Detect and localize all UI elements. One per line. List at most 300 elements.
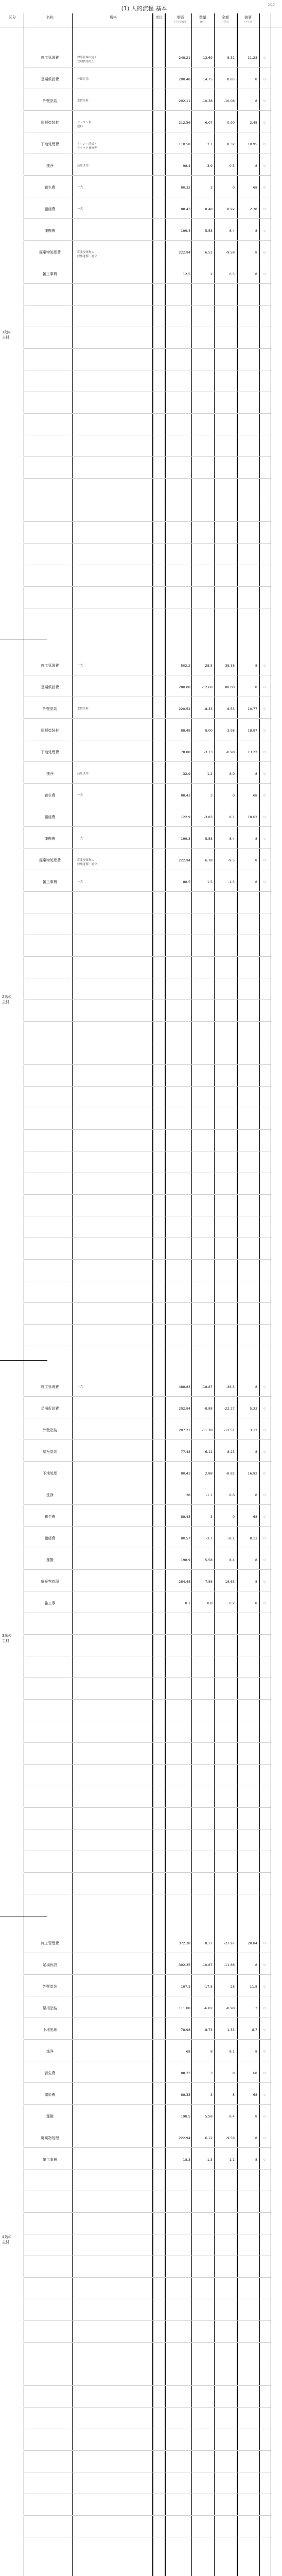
item-name: 外壁塗装 bbox=[43, 99, 57, 103]
flag: ○ bbox=[263, 2093, 266, 2096]
amount: -27.97 bbox=[224, 1941, 235, 1945]
remarks: 8 bbox=[255, 1450, 257, 1454]
flag: ○ bbox=[263, 208, 266, 211]
unit-price: 78.98 bbox=[181, 2028, 190, 2032]
row-rule bbox=[24, 110, 271, 111]
amount: -9.58 bbox=[226, 2136, 235, 2140]
row-rule bbox=[24, 1259, 271, 1260]
amount: 3.98 bbox=[227, 728, 235, 733]
flag: ○ bbox=[263, 664, 266, 667]
quantity: -13.69 bbox=[202, 56, 213, 60]
quantity: -10.87 bbox=[202, 1963, 213, 1967]
table-row bbox=[0, 1985, 282, 1992]
table-row bbox=[0, 793, 282, 801]
item-name: 施工管理費 bbox=[41, 1941, 59, 1945]
remarks: 3 bbox=[255, 2006, 257, 2010]
unit-price: 202.94 bbox=[179, 1406, 190, 1411]
flag: ○ bbox=[263, 251, 266, 254]
unit-price: 222.94 bbox=[179, 250, 190, 255]
unit-price: 110.58 bbox=[179, 142, 190, 146]
flag: ○ bbox=[263, 1494, 266, 1497]
unit-price: 212.56 bbox=[179, 121, 190, 125]
row-rule bbox=[24, 1064, 271, 1065]
row-rule bbox=[24, 1872, 271, 1873]
item-name: 運搬費 bbox=[44, 229, 56, 233]
quantity: -1.1 bbox=[206, 1493, 213, 1497]
remarks: 13.22 bbox=[248, 750, 257, 754]
section-label: 2階の 主材 bbox=[2, 995, 12, 1004]
item-spec: 一式 bbox=[77, 186, 83, 189]
item-name: 養生費 bbox=[44, 185, 56, 190]
remarks: 8 bbox=[255, 685, 257, 689]
flag: ○ bbox=[263, 686, 266, 689]
unit-price: 38 bbox=[186, 1493, 190, 1497]
row-rule bbox=[24, 999, 271, 1000]
unit-price: 372.38 bbox=[179, 1941, 190, 1945]
flag: ○ bbox=[263, 751, 266, 754]
table-row bbox=[0, 1406, 282, 1414]
row-rule bbox=[24, 2082, 271, 2083]
amount: 8.4 bbox=[229, 837, 235, 841]
item-name: 施工管理費 bbox=[41, 1385, 59, 1389]
table-row bbox=[0, 99, 282, 106]
item-name: 廃棄物処理費 bbox=[39, 250, 61, 255]
quantity: 8.00 bbox=[205, 728, 213, 733]
unit-price: -302.35 bbox=[177, 1963, 190, 1967]
amount: -8.98 bbox=[226, 2006, 235, 2010]
item-spec: シリコン系 塗料 bbox=[77, 121, 92, 128]
item-name: 運搬費 bbox=[44, 837, 56, 841]
row-rule bbox=[24, 2515, 271, 2516]
quantity: 0.8 bbox=[207, 1601, 213, 1605]
remarks: 16.92 bbox=[248, 1471, 257, 1476]
unit-price: 80.32 bbox=[181, 185, 190, 190]
quantity: 3.9 bbox=[207, 164, 213, 168]
item-name: 洗浄 bbox=[46, 2049, 54, 2054]
unit-price: 8.1 bbox=[185, 1601, 190, 1605]
column-divider bbox=[237, 13, 238, 2576]
header-name: 名称 bbox=[46, 15, 54, 20]
amount: 8.32 bbox=[227, 142, 235, 146]
column-divider bbox=[152, 13, 153, 2576]
amount: 8 bbox=[232, 2071, 235, 2075]
remarks: 8 bbox=[255, 2136, 257, 2140]
column-divider bbox=[165, 13, 166, 2576]
remarks: 8 bbox=[255, 664, 257, 668]
amount: 18.63 bbox=[225, 1580, 235, 1584]
flag: ○ bbox=[263, 1580, 266, 1583]
unit-price: 12.5 bbox=[183, 272, 190, 276]
unit-price: 98.4 bbox=[183, 164, 190, 168]
flag: ○ bbox=[263, 1515, 266, 1518]
row-rule bbox=[24, 543, 271, 544]
unit-price: 198.9 bbox=[181, 1558, 190, 1562]
quantity: 2.88 bbox=[205, 1471, 213, 1476]
unit-price: 122.9 bbox=[181, 815, 190, 819]
table-row bbox=[0, 1963, 282, 1970]
header-spec: 規格 bbox=[110, 15, 117, 20]
quantity: 5.58 bbox=[205, 2114, 213, 2119]
item-name: 外壁塗装 bbox=[43, 1428, 57, 1432]
unit-price: 32.9 bbox=[183, 772, 190, 776]
table-row bbox=[0, 2028, 282, 2035]
amount: -38.5 bbox=[226, 1385, 235, 1389]
row-rule bbox=[24, 283, 271, 284]
item-name: 養生費 bbox=[44, 2071, 56, 2075]
remarks: 18.62 bbox=[248, 815, 257, 819]
quantity: 8.48 bbox=[205, 207, 213, 211]
row-rule bbox=[24, 1021, 271, 1022]
item-name: 施工管理費 bbox=[41, 56, 59, 60]
amount: -11.88 bbox=[224, 1963, 235, 1967]
quantity: 1.5 bbox=[207, 880, 213, 884]
quantity: 1.3 bbox=[207, 2158, 213, 2162]
column-divider bbox=[191, 13, 192, 2576]
unit-price: 207.27 bbox=[179, 1428, 190, 1432]
remarks: 2.48 bbox=[250, 121, 257, 125]
row-rule bbox=[24, 783, 271, 784]
item-spec: 一式 bbox=[77, 794, 83, 797]
flag: ○ bbox=[263, 143, 266, 146]
amount: 0.2 bbox=[229, 1601, 235, 1605]
unit-price: 222.94 bbox=[179, 2136, 190, 2140]
flag: ○ bbox=[263, 1429, 266, 1432]
section-label: 3階の 主材 bbox=[2, 1634, 12, 1643]
item-name: 養生費 bbox=[44, 793, 56, 798]
quantity: -8.73 bbox=[204, 2028, 213, 2032]
table-row bbox=[0, 1385, 282, 1392]
quantity: -8.33 bbox=[204, 707, 213, 711]
item-spec: 産業廃棄物の 収集運搬・処分 bbox=[77, 251, 97, 258]
quantity: 5.58 bbox=[205, 229, 213, 233]
item-spec: 一式 bbox=[77, 1385, 83, 1388]
flag: ○ bbox=[263, 1963, 266, 1967]
unit-price: 198.5 bbox=[181, 2114, 190, 2119]
row-rule bbox=[24, 2039, 271, 2040]
row-rule bbox=[24, 1439, 271, 1440]
table-row bbox=[0, 1493, 282, 1500]
table-row bbox=[0, 1428, 282, 1435]
row-rule bbox=[24, 1194, 271, 1195]
flag: ○ bbox=[263, 794, 266, 797]
section-label: 4階の 主材 bbox=[2, 2235, 12, 2244]
item-name: 諸経費 bbox=[44, 2093, 56, 2097]
table-row bbox=[0, 685, 282, 692]
table-row bbox=[0, 664, 282, 671]
remarks: 8 bbox=[255, 99, 257, 103]
item-name: 屋根塗装 bbox=[43, 2006, 57, 2010]
quantity: -6.11 bbox=[204, 1450, 213, 1454]
unit-price: 488.83 bbox=[179, 1385, 190, 1389]
row-rule bbox=[24, 456, 271, 457]
table-row bbox=[0, 1450, 282, 1457]
amount: 8.0 bbox=[229, 772, 235, 776]
flag: ○ bbox=[263, 837, 266, 840]
remarks: 5.33 bbox=[250, 1406, 257, 1411]
quantity: -6.82 bbox=[204, 2006, 213, 2010]
flag: ○ bbox=[263, 229, 266, 232]
section-rule bbox=[0, 1360, 47, 1361]
unit-price: 200.48 bbox=[179, 77, 190, 81]
unit-price: 88.5 bbox=[183, 880, 190, 884]
unit-price: 18.3 bbox=[183, 2158, 190, 2162]
unit-price: 80.43 bbox=[181, 1471, 190, 1476]
remarks: 8 bbox=[255, 772, 257, 776]
table-row bbox=[0, 2006, 282, 2013]
unit-price: 88.33 bbox=[181, 2093, 190, 2097]
quantity: -11.28 bbox=[202, 1428, 213, 1432]
table-row bbox=[0, 1471, 282, 1479]
item-name: 屋根塗装材 bbox=[41, 121, 59, 125]
amount: 38.38 bbox=[225, 664, 235, 668]
item-spec: 一式 bbox=[77, 208, 83, 211]
quantity: 6.12 bbox=[205, 2136, 213, 2140]
remarks: 8 bbox=[255, 837, 257, 841]
amount: -28 bbox=[229, 1985, 235, 1989]
section-label: 1階の 主材 bbox=[2, 330, 12, 340]
page-number: 2/10 bbox=[268, 3, 275, 7]
flag: ○ bbox=[263, 2115, 266, 2118]
unit-price: 88.43 bbox=[181, 1515, 190, 1519]
row-rule bbox=[24, 348, 271, 349]
row-rule bbox=[24, 2320, 271, 2321]
table-row bbox=[0, 707, 282, 714]
row-rule bbox=[24, 2342, 271, 2343]
flag: ○ bbox=[263, 99, 266, 103]
row-rule bbox=[24, 1461, 271, 1462]
table-row bbox=[0, 772, 282, 779]
flag: ○ bbox=[263, 1602, 266, 1605]
item-name: 運搬 bbox=[46, 2114, 54, 2119]
amount: 8.4 bbox=[229, 229, 235, 233]
item-name: 廃棄物処理 bbox=[41, 1580, 59, 1584]
item-name: 洗浄 bbox=[46, 164, 54, 168]
unit-price: 284.48 bbox=[179, 1580, 190, 1584]
row-rule bbox=[24, 718, 271, 719]
item-name: 足場仮設費 bbox=[41, 1406, 59, 1411]
amount: -12.51 bbox=[224, 1428, 235, 1432]
remarks: 68 bbox=[253, 2093, 257, 2097]
quantity: 5.58 bbox=[205, 1558, 213, 1562]
quantity: 6.52 bbox=[205, 250, 213, 255]
remarks: 8 bbox=[255, 1385, 257, 1389]
table-row bbox=[0, 1601, 282, 1608]
table-row bbox=[0, 2158, 282, 2165]
item-spec: 枠組足場 bbox=[77, 78, 89, 81]
unit-price: 88.43 bbox=[181, 793, 190, 798]
row-rule bbox=[24, 1302, 271, 1303]
item-name: 雑工事費 bbox=[43, 880, 57, 884]
item-name: 洗浄 bbox=[46, 772, 54, 776]
table-row bbox=[0, 1558, 282, 1565]
table-row bbox=[0, 1515, 282, 1522]
remarks: 11.23 bbox=[248, 56, 257, 60]
remarks: 8 bbox=[255, 229, 257, 233]
item-spec: 標準仕様の施工 管理費用計上 bbox=[77, 56, 97, 63]
flag: ○ bbox=[263, 2072, 266, 2075]
item-name: 運搬 bbox=[46, 1558, 54, 1562]
item-name: 下地処理 bbox=[43, 2028, 57, 2032]
row-rule bbox=[24, 1569, 271, 1570]
flag: ○ bbox=[263, 707, 266, 710]
unit-price: 199.3 bbox=[181, 837, 190, 841]
item-spec: 水性塗料 bbox=[77, 707, 89, 710]
amount: 0 bbox=[232, 793, 235, 798]
remarks: 8.7 bbox=[252, 2028, 257, 2032]
item-spec: 高圧洗浄 bbox=[77, 164, 89, 167]
item-name: 廃棄物処理 bbox=[41, 2136, 59, 2140]
table-row bbox=[0, 837, 282, 844]
amount: -22.27 bbox=[224, 1406, 235, 1411]
column-headers bbox=[0, 0, 282, 31]
amount: -9.5 bbox=[228, 858, 235, 862]
quantity: 8.17 bbox=[205, 1941, 213, 1945]
table-row bbox=[0, 2136, 282, 2143]
row-rule bbox=[24, 2385, 271, 2386]
flag: ○ bbox=[263, 1558, 266, 1562]
row-rule bbox=[24, 1764, 271, 1765]
flag: ○ bbox=[263, 880, 266, 884]
row-rule bbox=[24, 586, 271, 587]
unit-price: 202.11 bbox=[179, 99, 190, 103]
table-row bbox=[0, 2114, 282, 2122]
item-name: 外壁塗装 bbox=[43, 707, 57, 711]
flag: ○ bbox=[263, 186, 266, 189]
flag: ○ bbox=[263, 164, 266, 167]
row-rule bbox=[24, 1699, 271, 1700]
remarks: 3.12 bbox=[250, 1428, 257, 1432]
unit-price: 222.94 bbox=[179, 858, 190, 862]
quantity: -18.87 bbox=[202, 1385, 213, 1389]
table-row bbox=[0, 164, 282, 171]
remarks: 8 bbox=[255, 1601, 257, 1605]
table-row bbox=[0, 77, 282, 84]
amount: 8 bbox=[232, 2093, 235, 2097]
item-name: 雑工事 bbox=[44, 1601, 56, 1605]
row-rule bbox=[24, 1807, 271, 1808]
remarks: 28.84 bbox=[248, 1941, 257, 1945]
quantity: 3 bbox=[210, 1515, 213, 1519]
flag: ○ bbox=[263, 2050, 266, 2053]
flag: ○ bbox=[263, 2007, 266, 2010]
flag: ○ bbox=[263, 1450, 266, 1453]
flag: ○ bbox=[263, 2158, 266, 2161]
quantity: -3.7 bbox=[206, 1536, 213, 1540]
quantity: 1.2 bbox=[207, 772, 213, 776]
remarks: 68 bbox=[253, 793, 257, 798]
column-divider bbox=[72, 13, 73, 2576]
amount: -8.32 bbox=[226, 56, 235, 60]
column-divider bbox=[259, 13, 260, 2576]
row-rule bbox=[24, 848, 271, 849]
item-spec: 水性塗料 bbox=[77, 99, 89, 103]
item-name: 諸経費 bbox=[44, 815, 56, 819]
flag: ○ bbox=[263, 859, 266, 862]
quantity: 3 bbox=[210, 793, 213, 798]
quantity: 5.58 bbox=[205, 837, 213, 841]
quantity: 6.07 bbox=[205, 121, 213, 125]
row-rule bbox=[24, 956, 271, 957]
row-rule bbox=[24, 1526, 271, 1527]
unit-price: 68 bbox=[186, 2049, 190, 2054]
remarks: 8 bbox=[255, 2049, 257, 2054]
row-rule bbox=[24, 2407, 271, 2408]
flag: ○ bbox=[263, 772, 266, 775]
item-name: 廃棄物処理費 bbox=[39, 858, 61, 862]
item-name: 下地処理費 bbox=[41, 142, 59, 146]
flag: ○ bbox=[263, 78, 266, 81]
unit-price: 80.57 bbox=[181, 1536, 190, 1540]
table-row bbox=[0, 1536, 282, 1544]
flag: ○ bbox=[263, 816, 266, 819]
quantity: 3 bbox=[210, 185, 213, 190]
amount: 0 bbox=[232, 185, 235, 190]
table-row bbox=[0, 1941, 282, 1948]
header-section: 区分 bbox=[9, 15, 16, 20]
quantity: -3.83 bbox=[204, 815, 213, 819]
table-row bbox=[0, 815, 282, 822]
row-rule bbox=[24, 521, 271, 522]
header-v4: 摘要 (千円) bbox=[244, 15, 252, 24]
flag: ○ bbox=[263, 2137, 266, 2140]
table-row bbox=[0, 207, 282, 214]
item-spec: 産業廃棄物の 収集運搬・処分 bbox=[77, 859, 97, 866]
row-rule bbox=[24, 2450, 271, 2451]
amount: 1.1 bbox=[229, 2158, 235, 2162]
flag: ○ bbox=[263, 1407, 266, 1410]
remarks: 10.95 bbox=[248, 142, 257, 146]
column-divider bbox=[214, 13, 215, 2576]
flag: ○ bbox=[263, 121, 266, 124]
quantity: -10.38 bbox=[202, 99, 213, 103]
quantity: 2 bbox=[210, 272, 213, 276]
row-rule bbox=[24, 2212, 271, 2213]
item-spec: 一式 bbox=[77, 837, 83, 840]
unit-price: 502.2 bbox=[181, 664, 190, 668]
quantity: 3 bbox=[210, 2093, 213, 2097]
remarks: 8 bbox=[255, 164, 257, 168]
unit-price: 77.48 bbox=[181, 1450, 190, 1454]
quantity: 6.78 bbox=[205, 858, 213, 862]
header-v2: 数量 (m²) bbox=[199, 15, 206, 24]
flag: ○ bbox=[263, 56, 266, 59]
flag: ○ bbox=[263, 1537, 266, 1540]
row-rule bbox=[24, 2104, 271, 2105]
table-row bbox=[0, 250, 282, 258]
unit-price: 220.52 bbox=[179, 707, 190, 711]
remarks: 68 bbox=[253, 1515, 257, 1519]
item-name: 足場仮設費 bbox=[41, 77, 59, 81]
flag: ○ bbox=[263, 1385, 266, 1388]
unit-price: 78.88 bbox=[181, 750, 190, 754]
item-name: 施工管理費 bbox=[41, 664, 59, 668]
row-rule bbox=[24, 413, 271, 414]
quantity: 3 bbox=[210, 2071, 213, 2075]
amount: -10.08 bbox=[224, 99, 235, 103]
row-rule bbox=[24, 826, 271, 827]
item-name: 屋根塗装 bbox=[43, 1450, 57, 1454]
remarks: 11.8 bbox=[250, 1985, 257, 1989]
table-row bbox=[0, 142, 282, 149]
row-rule bbox=[24, 761, 271, 762]
item-name: 屋根塗装材 bbox=[41, 728, 59, 733]
item-name: 下地処理 bbox=[43, 1471, 57, 1476]
item-name: 足場仮設費 bbox=[41, 685, 59, 689]
table-row bbox=[0, 2093, 282, 2100]
header-unit: 単位 bbox=[155, 15, 163, 20]
amount: -8.82 bbox=[226, 1471, 235, 1476]
flag: ○ bbox=[263, 2028, 266, 2031]
